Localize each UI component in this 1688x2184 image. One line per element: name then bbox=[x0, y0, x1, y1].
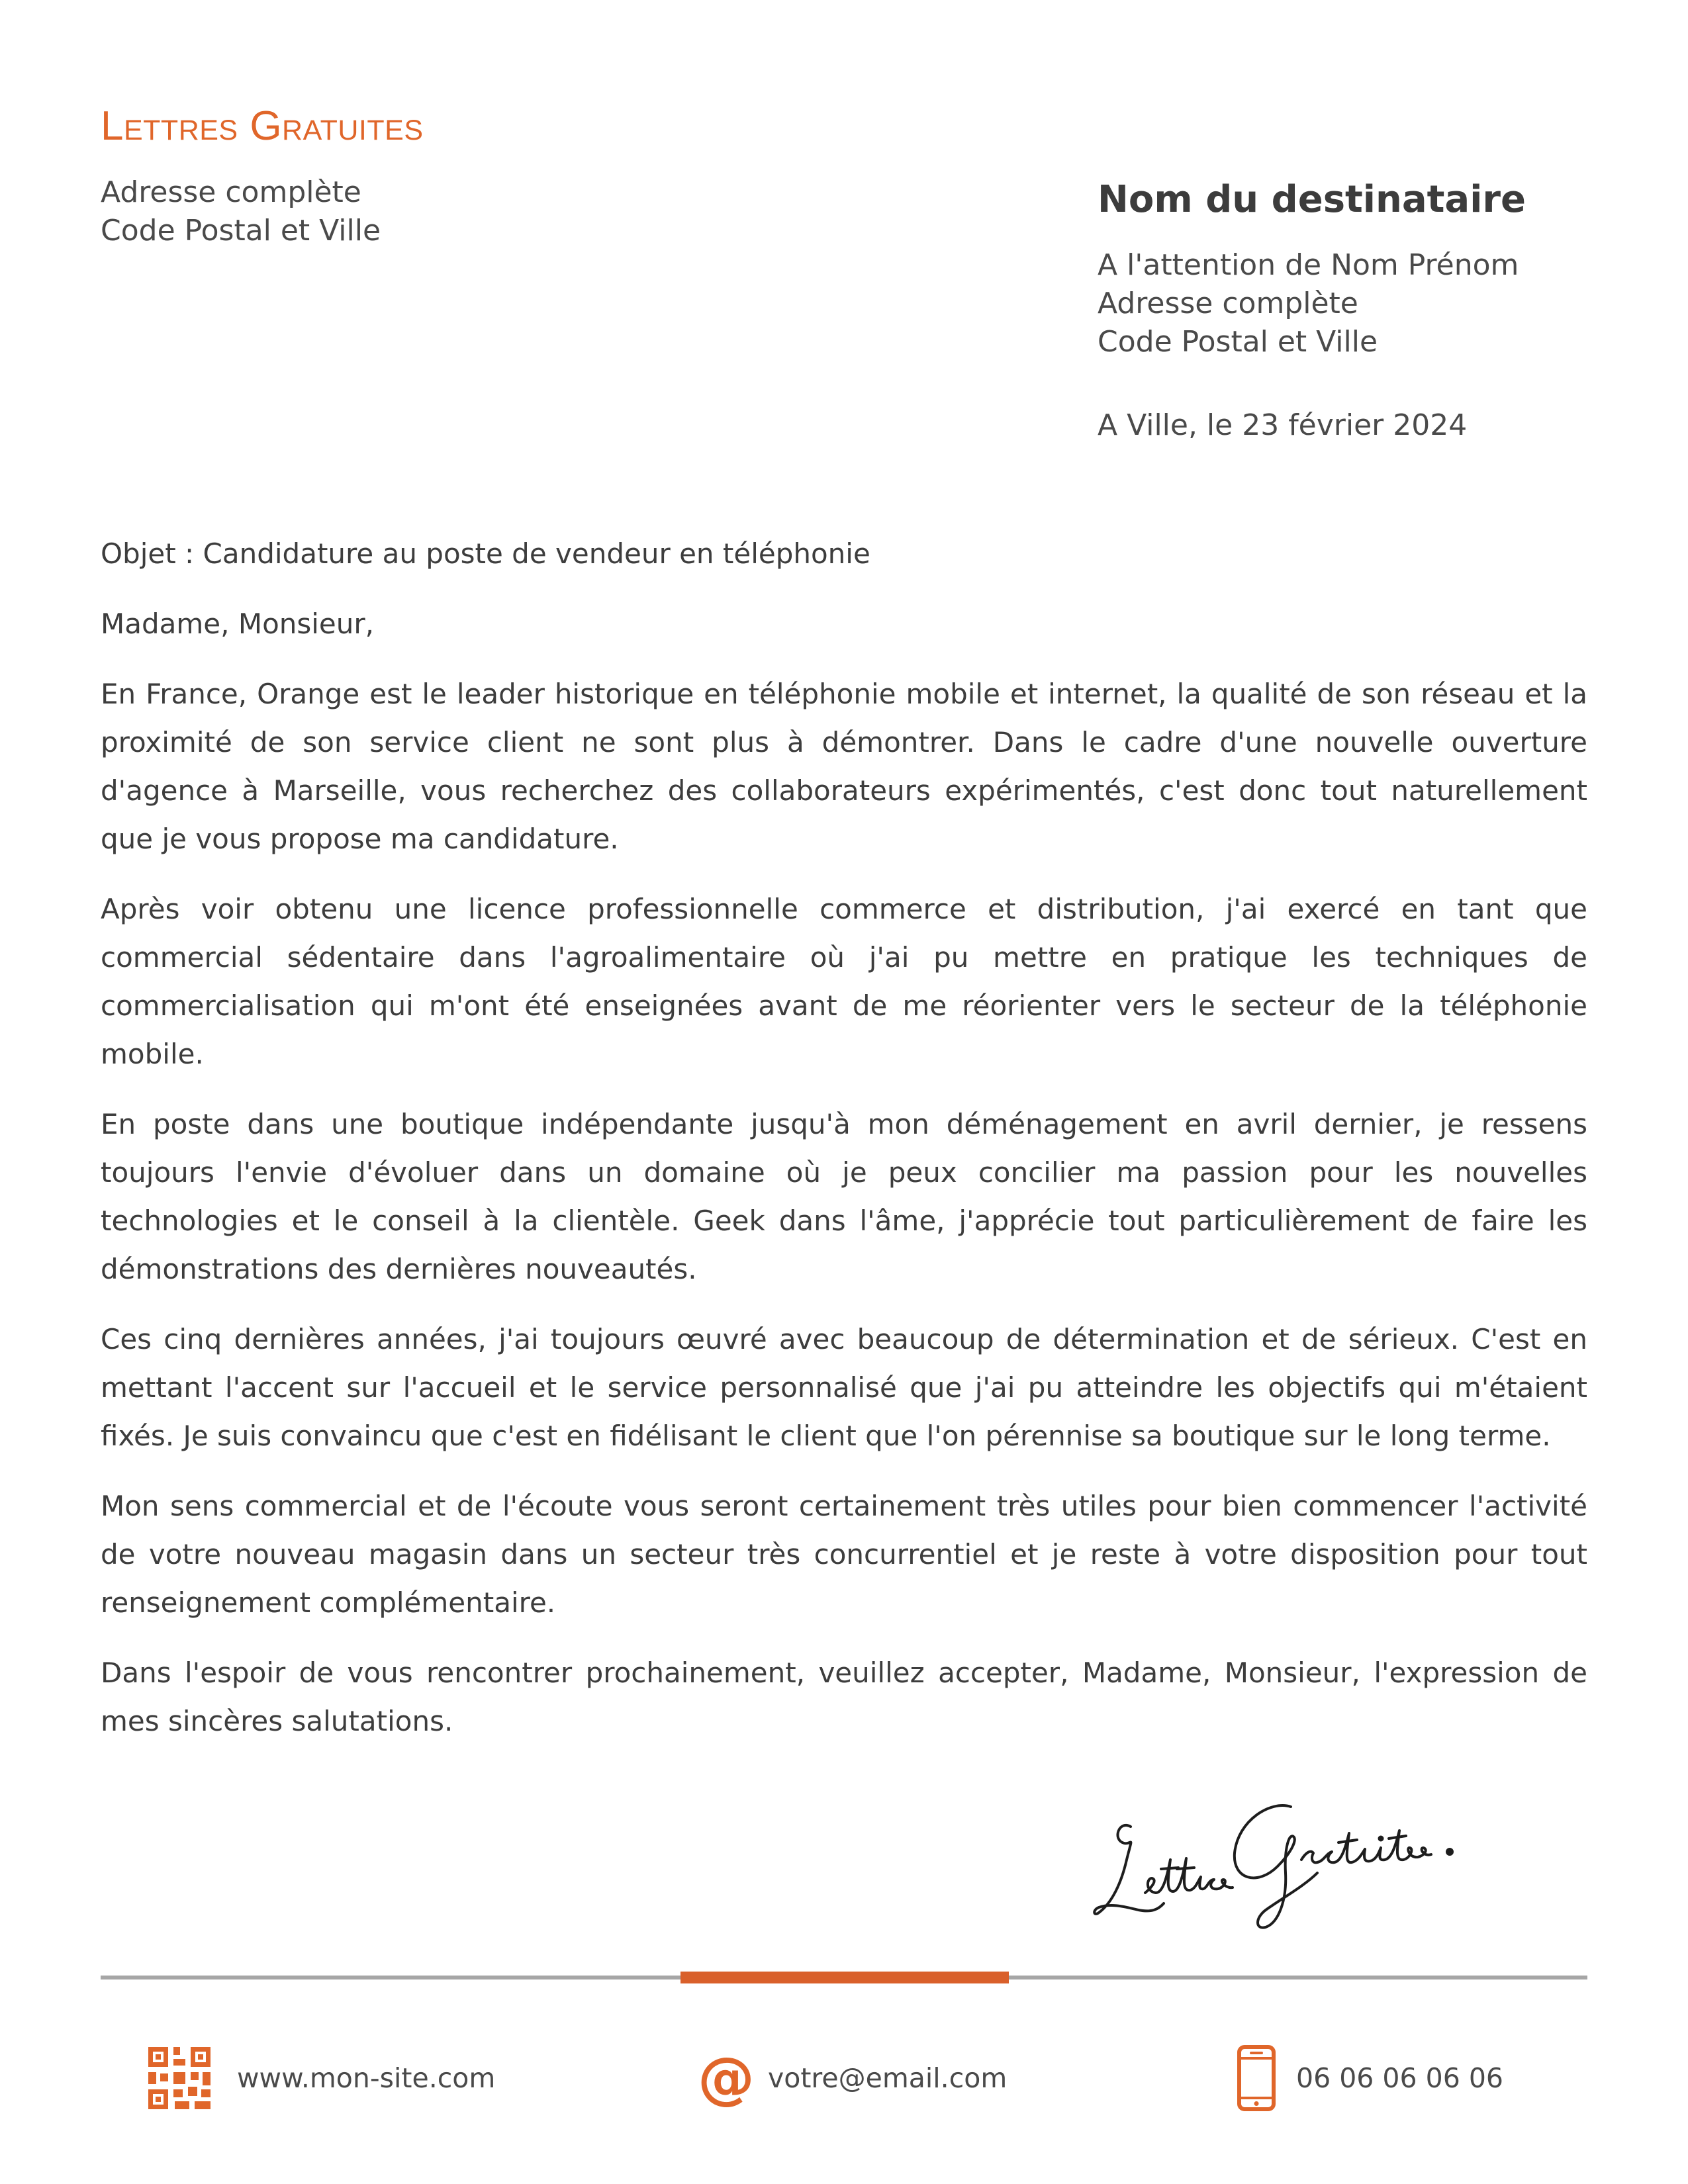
sender-address bbox=[101, 173, 381, 250]
letter-paragraph: Dans l'espoir de vous rencontrer prochainement, veuillez accepter, Madame, Monsieur, l'expression de mes sincères salutations. bbox=[101, 1657, 1587, 1737]
letter-paragraph: En poste dans une boutique indépendante jusqu'à mon déménagement en avril dernier, je ressens toujours l'envie d'évoluer dans un domaine où je peux concilier ma passion pour les nouvelles technologies et le conseil à la clientèle. Geek dans l'âme, j'apprécie tout particulièrement de faire les démonstrations des dernières nouveautés. bbox=[101, 1108, 1587, 1285]
letter-paragraph: Ces cinq dernières années, j'ai toujours œuvré avec beaucoup de détermination et de sérieux. C'est en mettant l'accent sur l'accueil et le service personnalisé que j'ai pu atteindre les objectifs qui m'étaient fixés. Je suis convaincu que c'est en fidélisant le client que l'on pérennise sa boutique sur le long terme. bbox=[101, 1323, 1587, 1452]
recipient-attention: A l'attention de Nom Prénom bbox=[1098, 248, 1519, 282]
footer-email bbox=[698, 2045, 1007, 2111]
phone-text: 06 06 06 06 06 bbox=[1296, 2062, 1503, 2094]
email-text: votre@email.com bbox=[768, 2062, 1008, 2094]
letter-paragraph: En France, Orange est le leader historique en téléphonie mobile et internet, la qualité de son réseau et la proximité de son service client ne sont plus à démontrer. Dans le cadre d'une nouvelle ouverture d'agence à Marseille, vous recherchez des collaborateurs expérimentés, c'est donc tout naturellement que je vous propose ma candidature. bbox=[101, 678, 1587, 855]
letter-subject: Objet : Candidature au poste de vendeur en téléphonie bbox=[101, 537, 870, 570]
recipient-address bbox=[1098, 246, 1526, 361]
qr-code-icon bbox=[148, 2047, 211, 2109]
letter-date: A Ville, le 23 février 2024 bbox=[1098, 408, 1468, 442]
recipient-address-line2: Code Postal et Ville bbox=[1098, 325, 1378, 359]
mobile-phone-icon bbox=[1237, 2045, 1276, 2111]
recipient-block bbox=[1098, 173, 1526, 445]
letter-paragraph: Mon sens commercial et de l'écoute vous seront certainement très utiles pour bien commencer l'activité de votre nouveau magasin dans un secteur très concurrentiel et je reste à votre disposition pour tout renseignement complémentaire. bbox=[101, 1490, 1587, 1619]
recipient-address-line1: Adresse complète bbox=[1098, 287, 1358, 320]
sender-address-line2: Code Postal et Ville bbox=[101, 214, 381, 248]
sender-address-line1: Adresse complète bbox=[101, 175, 361, 209]
footer-divider-accent bbox=[680, 1972, 1009, 1983]
letter-body bbox=[101, 529, 1587, 1767]
website-text: www.mon-site.com bbox=[237, 2062, 496, 2094]
at-sign-icon: @ bbox=[698, 2045, 755, 2111]
handwritten-signature bbox=[1092, 1780, 1463, 1939]
letter-salutation: Madame, Monsieur, bbox=[101, 608, 375, 640]
footer-phone bbox=[1237, 2045, 1503, 2111]
letter-paragraph: Après voir obtenu une licence professionnelle commerce et distribution, j'ai exercé en tant que commercial sédentaire dans l'agroalimentaire où j'ai pu mettre en pratique les techniques de commercialisation qui m'ont été enseignées avant de me réorienter vers le secteur de la téléphonie mobile. bbox=[101, 893, 1587, 1070]
recipient-name: Nom du destinataire bbox=[1098, 178, 1526, 221]
sender-name: Lettres Gratuites bbox=[101, 103, 424, 149]
footer-website bbox=[148, 2045, 495, 2111]
